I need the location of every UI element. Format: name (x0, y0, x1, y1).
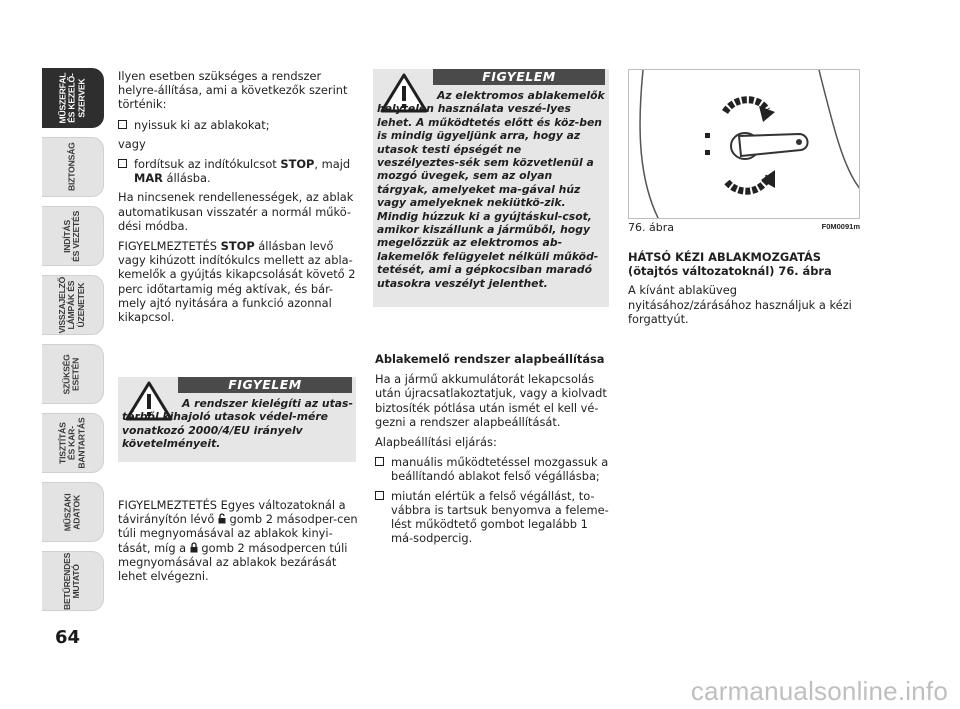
warning-box (118, 377, 356, 462)
warning-box (373, 69, 609, 307)
stop-keyword: STOP (280, 157, 315, 172)
checkbox-bullet-icon (118, 159, 127, 168)
figure-code: F0M0091m (821, 222, 860, 231)
tab-label: TISZTÍTÁS ÉS KAR- BANTARTÁS (57, 417, 87, 469)
paragraph: Ha a jármű akkumulátorát lekapcsolás után újracsatlakoztatjuk, vagy a kiolvadt biztosíték pótlása után ismét el kell vé-gezni a rendszer alapbeállítását. (375, 372, 607, 429)
tab-label: BETŰRENDES MUTATÓ (62, 552, 82, 610)
warning-title: FIGYELEM (433, 69, 605, 85)
section-heading: Ablakemelő rendszer alapbeállítása (375, 352, 605, 366)
mar-keyword: MAR (134, 171, 163, 186)
text-fragment: , majd (314, 157, 351, 172)
column-1 (118, 69, 360, 330)
list-item-text (134, 157, 350, 185)
tab-technical-data[interactable] (42, 482, 104, 542)
column-2-bottom (375, 352, 609, 550)
text-fragment: FIGYELMEZTETÉS Egyes változatoknál a távirányítón lévő (118, 498, 346, 527)
tab-safety[interactable] (42, 137, 104, 197)
tab-label: MŰSZERFAL ÉS KEZELŐ- SZERVEK (57, 72, 87, 124)
tab-index[interactable] (42, 551, 104, 611)
tab-label: BIZTONSÁG (66, 142, 77, 192)
tab-warning-lights[interactable] (42, 275, 104, 335)
window-crank-illustration (629, 70, 860, 219)
tab-label: MŰSZAKI ADATOK (62, 493, 82, 531)
section-heading: HÁTSÓ KÉZI ABLAKMOZGATÁS (ötajtós változatoknál) 76. ábra (628, 250, 832, 279)
tab-label: SZÜKSÉG ESETÉN (62, 353, 82, 395)
paragraph: Alapbeállítási eljárás: (375, 435, 497, 450)
paragraph: A kívánt ablaküveg nyitásához/zárásához használjuk a kézi forgattyút. (628, 283, 852, 326)
text-fragment: FIGYELMEZTETÉS (118, 239, 221, 254)
text-fragment: fordítsuk az indítókulcsot (134, 157, 281, 172)
watermark: carmanualsonline.info (690, 676, 948, 706)
checkbox-bullet-icon (375, 457, 384, 466)
paragraph: Ha nincsenek rendellenességek, az ablak automatikusan visszatér a normál műkö-dési módba. (118, 190, 354, 233)
text-fragment: állásban levő vagy kihúzott indítókulcs mellett az abla-kemelők a gyújtás kikapcsolását követő 2 perc időtartamig még aktívak, és bár-mely ajtó nyitására a funkció azonnal kikapcsol. (118, 239, 356, 325)
list-item-text: manuális működtetéssel mozgassuk a beállítandó ablakot felső végállásba; (391, 455, 609, 484)
intro-text: Ilyen esetben szükséges a rendszer helyre-állítása, ami a következők szerint történik: (118, 69, 348, 112)
warning-text: A rendszer kielégíti az utas-térből kihajoló utasok védel-mére vonatkozó 2000/4/EU irányelv követelményeit. (122, 397, 353, 451)
tab-label: INDÍTÁS ÉS VEZETÉS (62, 210, 82, 262)
tab-instruments[interactable] (42, 68, 104, 128)
checkbox-bullet-icon (118, 120, 127, 129)
text-fragment: állásba. (162, 171, 211, 186)
tab-label: VISSZAJELZŐ LÁMPÁK ÉS ÜZENETEK (57, 276, 87, 334)
tab-maintenance[interactable] (42, 413, 104, 473)
stop-keyword: STOP (220, 239, 255, 254)
warning-text: Az elektromos ablakemelők helytelen használata veszé-lyes lehet. A működtetés előtt és köz-ben is mindig ügyeljünk arra, hogy az utasok testi épségét ne veszélyeztes-sék sem közvetlenül a mozgó üvegek, sem az olyan tárgyak, amelyeket ma-gával húz vagy amelyeknek nekiütkö-zik. Mindig húzzuk ki a gyújtáskul-csot, amikor kiszállunk a járműből, hogy megelőzzük az elektromos ab-lakemelők felügyelet nélküli működ-tetését, ami a gépkocsiban maradó utasokra veszélyt jelenthet. (377, 89, 605, 290)
figure-76 (628, 69, 860, 219)
tab-emergency[interactable] (42, 344, 104, 404)
text-fragment: gomb 2 másodpercen túli megnyomásával az ablakok bezárását lehet elvégezni. (118, 540, 348, 584)
page-number: 64 (55, 627, 81, 648)
list-item (118, 157, 360, 185)
list-item (375, 489, 609, 546)
list-item (375, 455, 609, 483)
lock-open-icon (218, 513, 226, 523)
tab-starting-driving[interactable] (42, 206, 104, 266)
paragraph (118, 498, 360, 583)
figure-caption-row (628, 221, 860, 234)
list-item (118, 118, 360, 132)
warning-title: FIGYELEM (178, 377, 352, 393)
column-1-bottom (118, 498, 360, 589)
paragraph (118, 239, 360, 324)
figure-caption: 76. ábra (628, 221, 674, 234)
column-3-text (628, 250, 862, 332)
list-item-text: miután elértük a felső végállást, to-vábbra is tartsuk benyomva a feleme-lést működtető gombot legalább 1 má-sodpercig. (391, 488, 609, 546)
list-item-text: nyissuk ki az ablakokat; (134, 117, 270, 132)
or-text: vagy (118, 136, 146, 151)
lock-closed-icon (190, 542, 198, 552)
checkbox-bullet-icon (375, 491, 384, 500)
text-fragment: gomb 2 másodper-cen túli megnyomásával az ablakok kinyi-tását, míg a (118, 512, 358, 555)
